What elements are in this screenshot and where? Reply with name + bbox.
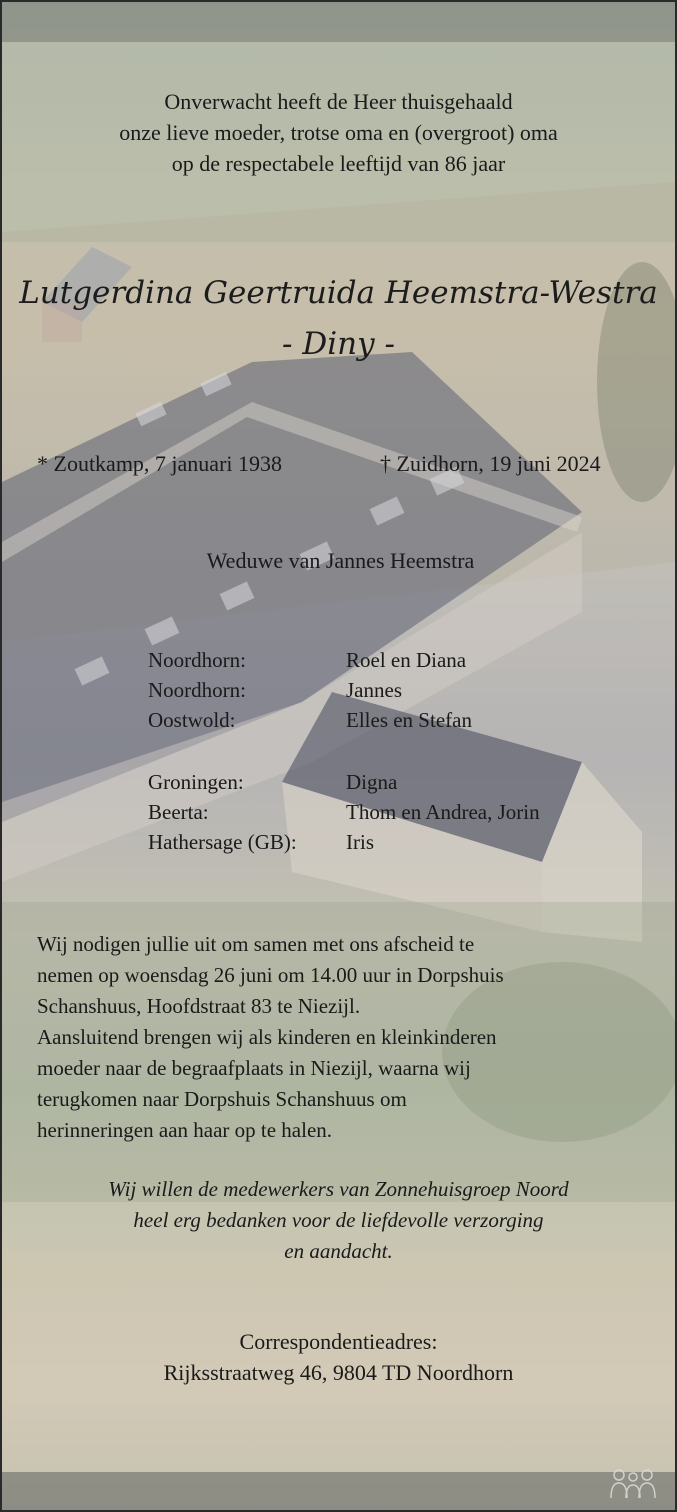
thanks-line: Wij willen de medewerkers van Zonnehuisgroep Noord: [108, 1177, 569, 1201]
family-row: [148, 827, 540, 857]
birth-date: * Zoutkamp, 7 januari 1938: [37, 451, 283, 476]
family-names: Roel en Diana: [346, 648, 467, 672]
family-names: Jannes: [346, 678, 402, 702]
family-names: Elles en Stefan: [346, 708, 472, 732]
family-names: Digna: [346, 770, 398, 794]
invitation-line: Aansluitend brengen wij als kinderen en kleinkinderen: [37, 1025, 497, 1049]
family-names: Iris: [346, 830, 374, 854]
thanks-line: heel erg bedanken voor de liefdevolle verzorging: [133, 1208, 544, 1232]
invitation-line: terugkomen naar Dorpshuis Schanshuus om: [37, 1087, 407, 1111]
deceased-nickname: - Diny -: [282, 326, 395, 362]
thanks-block: [2, 1174, 675, 1267]
family-group-2: [148, 767, 540, 857]
family-place: Noordhorn:: [148, 648, 246, 672]
correspondence-label: Correspondentieadres:: [239, 1329, 438, 1354]
family-figures-icon: [609, 1466, 657, 1500]
deceased-full-name: Lutgerdina Geertruida Heemstra-Westra: [19, 275, 658, 311]
family-row: [148, 767, 540, 797]
family-place: Groningen:: [148, 770, 244, 794]
intro-block: [2, 86, 675, 179]
family-place: Noordhorn:: [148, 678, 246, 702]
invitation-line: Schanshuus, Hoofdstraat 83 te Niezijl.: [37, 994, 361, 1018]
correspondence-address: Rijksstraatweg 46, 9804 TD Noordhorn: [163, 1360, 514, 1385]
family-row: [148, 645, 472, 675]
invitation-line: nemen op woensdag 26 juni om 14.00 uur in Dorpshuis: [37, 963, 504, 987]
invitation-line: herinneringen aan haar op te halen.: [37, 1118, 333, 1142]
family-row: [148, 705, 472, 735]
family-place: Oostwold:: [148, 708, 236, 732]
death-date: † Zuidhorn, 19 juni 2024: [380, 451, 601, 476]
intro-line: Onverwacht heeft de Heer thuisgehaald: [164, 89, 513, 114]
thanks-line: en aandacht.: [284, 1239, 393, 1263]
family-names: Thom en Andrea, Jorin: [346, 800, 540, 824]
invitation-line: Wij nodigen jullie uit om samen met ons afscheid te: [37, 932, 475, 956]
family-place: Hathersage (GB):: [148, 830, 297, 854]
invitation-line: moeder naar de begraafplaats in Niezijl, waarna wij: [37, 1056, 471, 1080]
family-group-1: [148, 645, 472, 735]
intro-line: op de respectabele leeftijd van 86 jaar: [171, 151, 506, 176]
background-farm-photo: [2, 2, 675, 1510]
family-row: [148, 797, 540, 827]
intro-line: onze lieve moeder, trotse oma en (overgroot) oma: [119, 120, 558, 145]
family-row: [148, 675, 472, 705]
family-place: Beerta:: [148, 800, 209, 824]
invitation-paragraph: [37, 929, 647, 1146]
correspondence-block: [2, 1326, 675, 1388]
widow-line: Weduwe van Jannes Heemstra: [206, 548, 475, 573]
